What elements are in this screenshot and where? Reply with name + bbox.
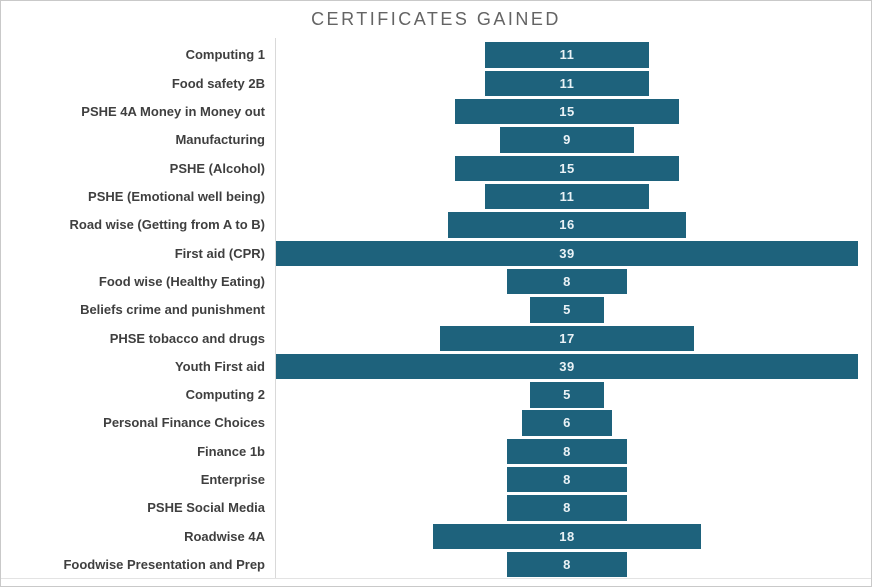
category-label: Road wise (Getting from A to B) [69, 217, 265, 233]
bar-value-label: 16 [559, 217, 575, 233]
bar[interactable] [500, 127, 634, 152]
bar[interactable] [440, 326, 694, 351]
bar[interactable] [522, 410, 612, 435]
bar-value-label: 9 [563, 132, 571, 148]
bottom-border-line [1, 578, 871, 579]
bar[interactable] [448, 212, 687, 237]
bar-value-label: 8 [563, 443, 571, 459]
category-label: Youth First aid [174, 358, 265, 374]
bar-value-label: 8 [563, 557, 571, 573]
bar[interactable] [530, 297, 605, 322]
bar[interactable] [507, 439, 626, 464]
category-label: Roadwise 4A [184, 528, 265, 544]
chart-title: CERTIFICATES GAINED [311, 9, 561, 29]
category-label: Foodwise Presentation and Prep [63, 557, 265, 573]
bar-value-label: 17 [559, 330, 575, 346]
category-label: Food safety 2B [171, 75, 265, 91]
category-label: First aid (CPR) [174, 245, 265, 261]
bar[interactable] [507, 467, 626, 492]
bar[interactable] [276, 354, 858, 379]
category-axis-line [275, 38, 276, 578]
bar-value-label: 8 [563, 472, 571, 488]
bar-value-label: 39 [559, 245, 575, 261]
bar-value-label: 5 [563, 302, 571, 318]
bar-value-label: 15 [559, 103, 575, 119]
category-label: PSHE (Emotional well being) [88, 188, 265, 204]
category-label: PSHE Social Media [147, 500, 265, 516]
bar[interactable] [455, 156, 679, 181]
category-label: PSHE (Alcohol) [169, 160, 265, 176]
category-label: Personal Finance Choices [103, 415, 265, 431]
bar-value-label: 18 [559, 528, 575, 544]
category-label: PSHE 4A Money in Money out [81, 103, 265, 119]
bar-value-label: 6 [563, 415, 571, 431]
bar[interactable] [485, 42, 649, 67]
bar[interactable] [485, 184, 649, 209]
bar[interactable] [433, 524, 702, 549]
category-label: PHSE tobacco and drugs [109, 330, 265, 346]
bar[interactable] [507, 269, 626, 294]
category-label: Beliefs crime and punishment [80, 302, 265, 318]
bar-value-label: 15 [559, 160, 575, 176]
bar-value-label: 8 [563, 273, 571, 289]
category-label: Manufacturing [175, 132, 265, 148]
bar[interactable] [455, 99, 679, 124]
category-label: Computing 2 [185, 387, 265, 403]
bar-value-label: 5 [563, 387, 571, 403]
bar-value-label: 8 [563, 500, 571, 516]
bar[interactable] [530, 382, 605, 407]
category-label: Computing 1 [185, 47, 265, 63]
bar[interactable] [485, 71, 649, 96]
bar[interactable] [276, 241, 858, 266]
bar-value-label: 11 [559, 188, 575, 204]
bar[interactable] [507, 552, 626, 577]
category-label: Enterprise [200, 472, 265, 488]
category-label: Finance 1b [197, 443, 265, 459]
bar-value-label: 39 [559, 358, 575, 374]
bar[interactable] [507, 495, 626, 520]
bar-value-label: 11 [559, 47, 575, 63]
bar-value-label: 11 [559, 75, 575, 91]
category-label: Food wise (Healthy Eating) [98, 273, 265, 289]
